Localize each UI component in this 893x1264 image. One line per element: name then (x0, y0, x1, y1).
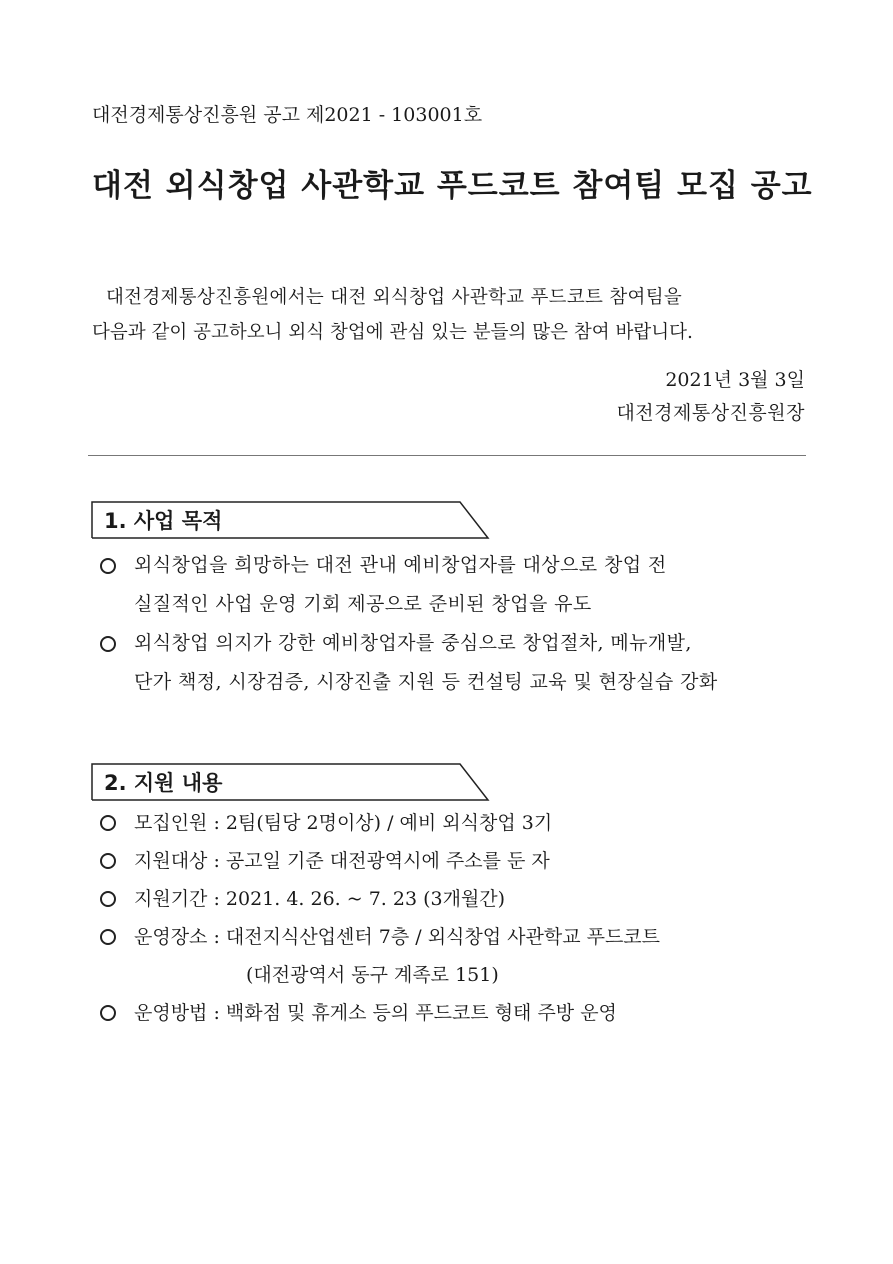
circle-bullet-icon (100, 891, 116, 907)
list-item (96, 804, 816, 842)
page-title: 대전 외식창업 사관학교 푸드코트 참여팀 모집 공고 (92, 168, 813, 204)
signer: 대전경제통상진흥원장 (616, 402, 805, 424)
bullet-text: 외식창업을 희망하는 대전 관내 예비창업자를 대상으로 창업 전 (134, 554, 667, 576)
bullet-text-continued: 실질적인 사업 운영 기회 제공으로 준비된 창업을 유도 (134, 593, 592, 615)
circle-bullet-icon (100, 815, 116, 831)
item-text: 운영방법 : 백화점 및 휴게소 등의 푸드코트 형태 주방 운영 (134, 1002, 617, 1024)
item-text: 운영장소 : 대전지식산업센터 7층 / 외식창업 사관학교 푸드코트 (134, 926, 661, 948)
circle-bullet-icon (100, 929, 116, 945)
section-1-heading (90, 500, 490, 540)
notice-date: 2021년 3월 3일 (665, 369, 805, 391)
circle-bullet-icon (100, 558, 116, 574)
list-item (96, 546, 816, 624)
list-item (96, 994, 816, 1032)
intro-paragraph (92, 280, 808, 350)
section-2-items (96, 804, 816, 1032)
section-1-title: 1. 사업 목적 (104, 509, 223, 533)
list-item (96, 880, 816, 918)
item-text: 모집인원 : 2팀(팀당 2명이상) / 예비 외식창업 3기 (134, 812, 553, 834)
section-2-heading (90, 762, 490, 802)
bullet-text: 외식창업 의지가 강한 예비창업자를 중심으로 창업절차, 메뉴개발, (134, 632, 692, 654)
circle-bullet-icon (100, 1005, 116, 1021)
section-1-bullets (96, 546, 816, 702)
bullet-text-continued: 단가 책정, 시장검증, 시장진출 지원 등 컨설팅 교육 및 현장실습 강화 (134, 671, 718, 693)
circle-bullet-icon (100, 853, 116, 869)
item-text: 지원기간 : 2021. 4. 26. ~ 7. 23 (3개월간) (134, 888, 506, 910)
location-detail: (대전광역서 동구 계족로 151) (246, 964, 499, 986)
section-2-title: 2. 지원 내용 (104, 771, 223, 795)
item-text: 지원대상 : 공고일 기준 대전광역시에 주소를 둔 자 (134, 850, 550, 872)
list-item (96, 918, 816, 994)
list-item (96, 842, 816, 880)
list-item (96, 624, 816, 702)
notice-number: 대전경제통상진흥원 공고 제2021 - 103001호 (92, 104, 483, 126)
divider (88, 455, 806, 456)
intro-line-2: 다음과 같이 공고하오니 외식 창업에 관심 있는 분들의 많은 참여 바랍니다. (92, 322, 693, 343)
intro-line-1: 대전경제통상진흥원에서는 대전 외식창업 사관학교 푸드코트 참여팀을 (106, 287, 683, 308)
circle-bullet-icon (100, 636, 116, 652)
